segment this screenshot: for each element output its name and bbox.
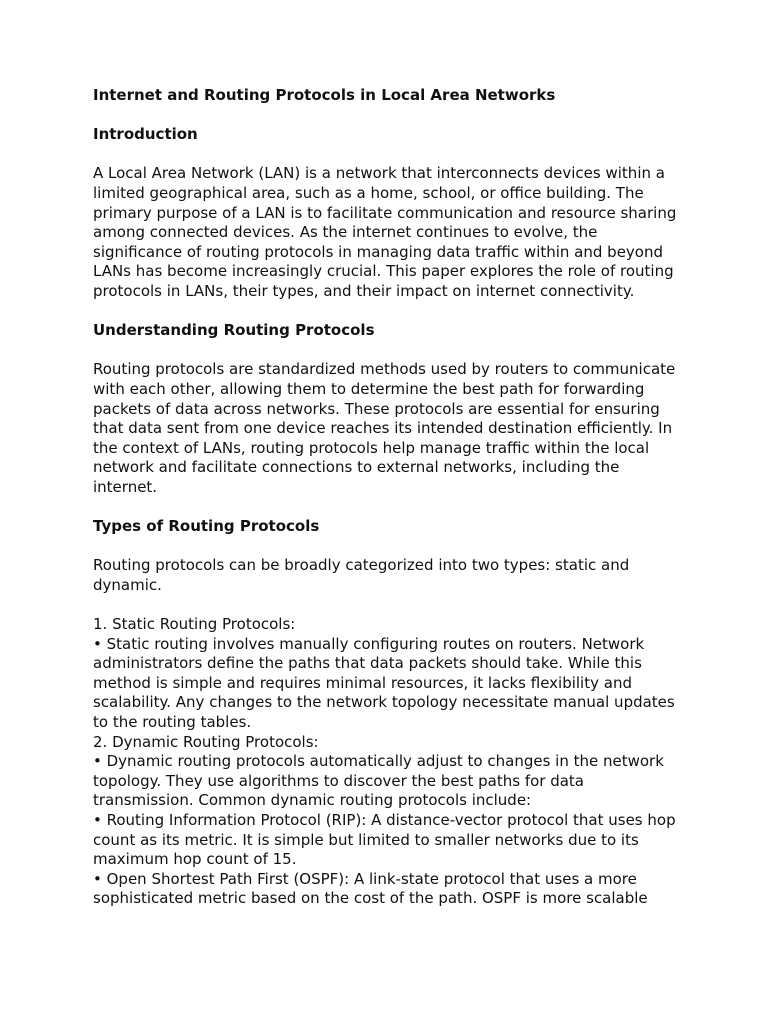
list-item: • Routing Information Protocol (RIP): A distance-vector protocol that uses hop count as its metric. It is simple but limited to smaller networks due to its maximum hop count of 15.: [93, 810, 681, 869]
section-heading-types: Types of Routing Protocols: [93, 517, 320, 536]
protocol-list: [93, 615, 683, 909]
list-item: 2. Dynamic Routing Protocols:: [93, 732, 319, 751]
document-title: Internet and Routing Protocols in Local Area Networks: [93, 86, 556, 104]
section-heading-introduction: Introduction: [93, 125, 198, 144]
introduction-paragraph: A Local Area Network (LAN) is a network that interconnects devices within a limited geographical area, such as a home, school, or office building. The primary purpose of a LAN is to facilitate communication and resource sharing among connected devices. As the internet continues to evolve, the significance of routing protocols in managing data traffic within and beyond LANs has become increasingly crucial. This paper explores the role of routing protocols in LANs, their types, and their impact on internet connectivity.: [93, 164, 677, 300]
understanding-paragraph: Routing protocols are standardized methods used by routers to communicate with each other, allowing them to determine the best path for forwarding packets of data across networks. These protocols are essential for ensuring that data sent from one device reaches its intended destination efficiently. In the context of LANs, routing protocols help manage traffic within the local network and facilitate connections to external networks, including the internet.: [93, 360, 676, 496]
section-heading-understanding: Understanding Routing Protocols: [93, 321, 375, 340]
list-item: • Open Shortest Path First (OSPF): A link-state protocol that uses a more sophisticated metric based on the cost of the path. OSPF is more scalable: [93, 869, 648, 908]
list-item: • Dynamic routing protocols automatically adjust to changes in the network topology. They use algorithms to discover the best paths for data transmission. Common dynamic routing protocols include:: [93, 752, 669, 810]
list-item: • Static routing involves manually configuring routes on routers. Network administrators define the paths that data packets should take. While this method is simple and requires minimal resources, it lacks flexibility and scalability. Any changes to the network topology necessitate manual updates to the routing tables.: [93, 634, 680, 731]
types-paragraph: Routing protocols can be broadly categorized into two types: static and dynamic.: [93, 556, 630, 594]
list-item: 1. Static Routing Protocols:: [93, 615, 296, 634]
document-page: [93, 86, 683, 909]
